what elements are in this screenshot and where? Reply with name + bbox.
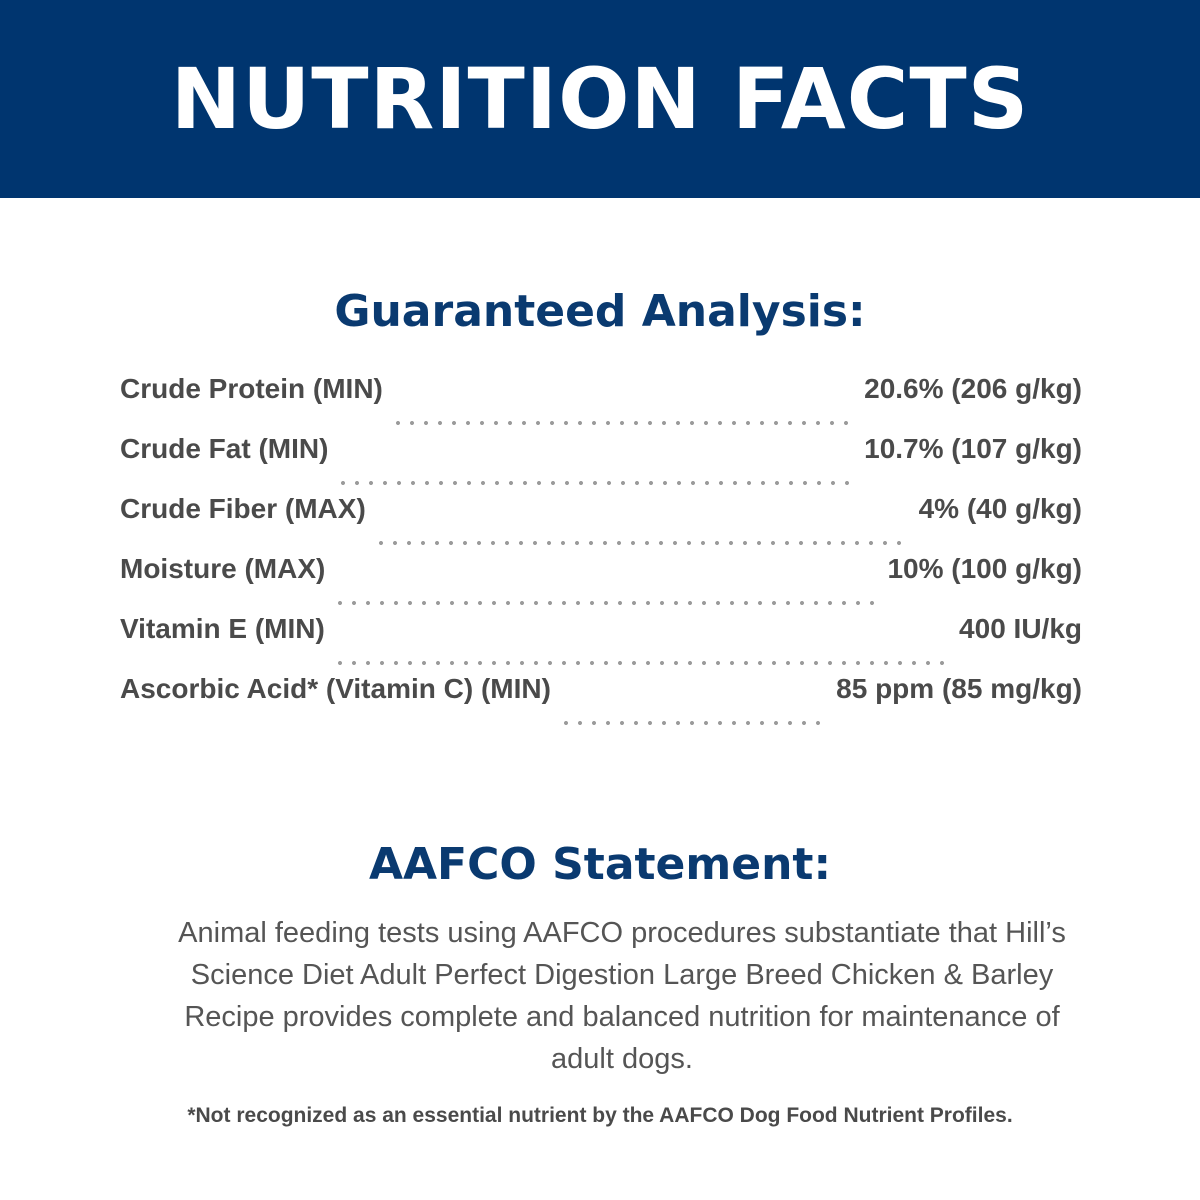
analysis-label: Moisture (MAX) <box>120 553 326 584</box>
analysis-value: 10% (100 g/kg) <box>887 553 1082 584</box>
analysis-row-crude-fat <box>120 433 1082 493</box>
analysis-row-ascorbic-acid <box>120 673 1082 733</box>
analysis-row-vitamin-e <box>120 613 1082 673</box>
aafco-statement-body: Animal feeding tests using AAFCO procedures substantiate that Hill’s Science Diet Adult Perfect Digestion Large Breed Chicken & Barley Recipe provides complete and balanced nutrition for maintenance of adult dogs. <box>178 917 1066 1075</box>
guaranteed-analysis-list <box>120 373 1082 733</box>
analysis-label: Crude Protein (MIN) <box>120 373 383 404</box>
analysis-value: 4% (40 g/kg) <box>918 493 1082 524</box>
analysis-value: 400 IU/kg <box>959 613 1082 644</box>
aafco-statement-heading: AAFCO Statement: <box>368 839 832 890</box>
analysis-value: 85 ppm (85 mg/kg) <box>836 673 1082 704</box>
footnote: *Not recognized as an essential nutrient by the AAFCO Dog Food Nutrient Profiles. <box>187 1104 1013 1127</box>
analysis-label: Crude Fat (MIN) <box>120 433 329 464</box>
analysis-label: Ascorbic Acid* (Vitamin C) (MIN) <box>120 673 551 704</box>
analysis-value: 10.7% (107 g/kg) <box>864 433 1082 464</box>
analysis-row-crude-protein <box>120 373 1082 433</box>
dot-leader <box>333 601 879 605</box>
dot-leader <box>336 481 856 485</box>
header-band <box>0 0 1200 198</box>
analysis-label: Vitamin E (MIN) <box>120 613 325 644</box>
dot-leader <box>333 661 951 665</box>
dot-leader <box>559 721 828 725</box>
dot-leader <box>374 541 911 545</box>
analysis-row-moisture <box>120 553 1082 613</box>
analysis-value: 20.6% (206 g/kg) <box>864 373 1082 404</box>
page-title: NUTRITION FACTS <box>170 50 1030 148</box>
analysis-row-crude-fiber <box>120 493 1082 553</box>
analysis-label: Crude Fiber (MAX) <box>120 493 366 524</box>
dot-leader <box>391 421 856 425</box>
guaranteed-analysis-heading: Guaranteed Analysis: <box>334 286 866 337</box>
